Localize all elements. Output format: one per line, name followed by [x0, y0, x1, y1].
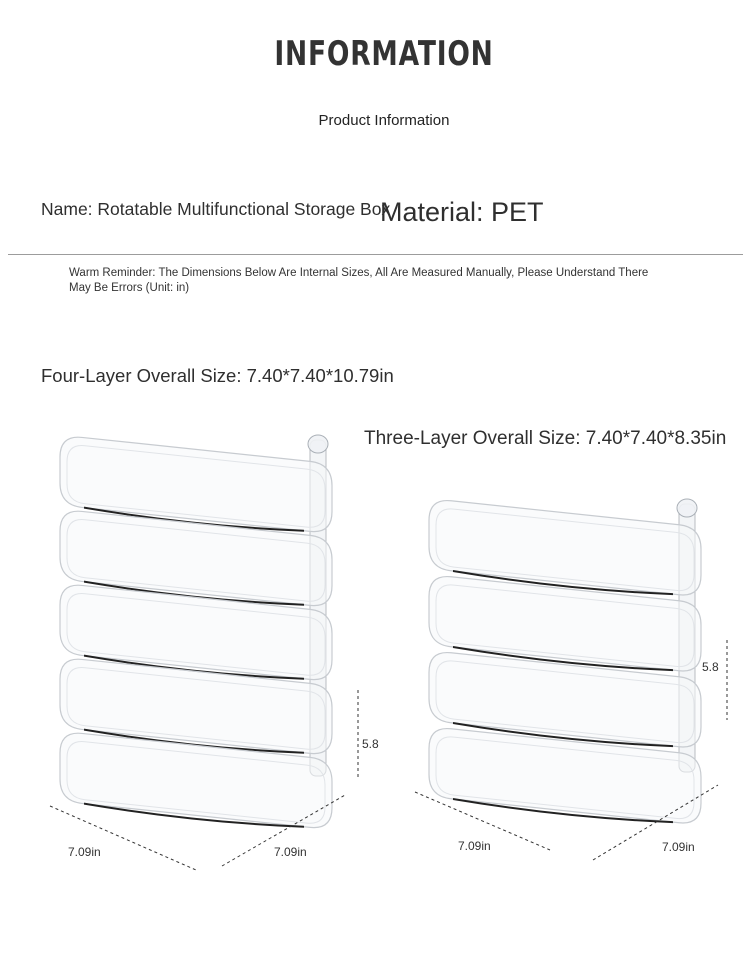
section-subtitle: Product Information [318, 112, 450, 129]
four-layer-width-label: 7.09in [68, 845, 101, 859]
product-name: Name: Rotatable Multifunctional Storage Box [41, 199, 391, 219]
product-material: Material: PET [380, 197, 544, 227]
four-layer-size-label: Four-Layer Overall Size: 7.40*7.40*10.79in [41, 365, 394, 386]
four-layer-depth-label: 7.09in [274, 845, 307, 859]
three-layer-width-label: 7.09in [458, 839, 491, 853]
four-layer-height-label: 5.8 [362, 737, 379, 751]
three-layer-size-label: Three-Layer Overall Size: 7.40*7.40*8.35in [364, 428, 727, 449]
page-title: INFORMATION [274, 34, 494, 74]
three-layer-height-label: 5.8 [702, 660, 719, 674]
three-layer-depth-label: 7.09in [662, 840, 695, 854]
warm-reminder: Warm Reminder: The Dimensions Below Are Internal Sizes, All Are Measured Manually, Please Understand There May Be Errors (Unit: in) [69, 267, 649, 294]
